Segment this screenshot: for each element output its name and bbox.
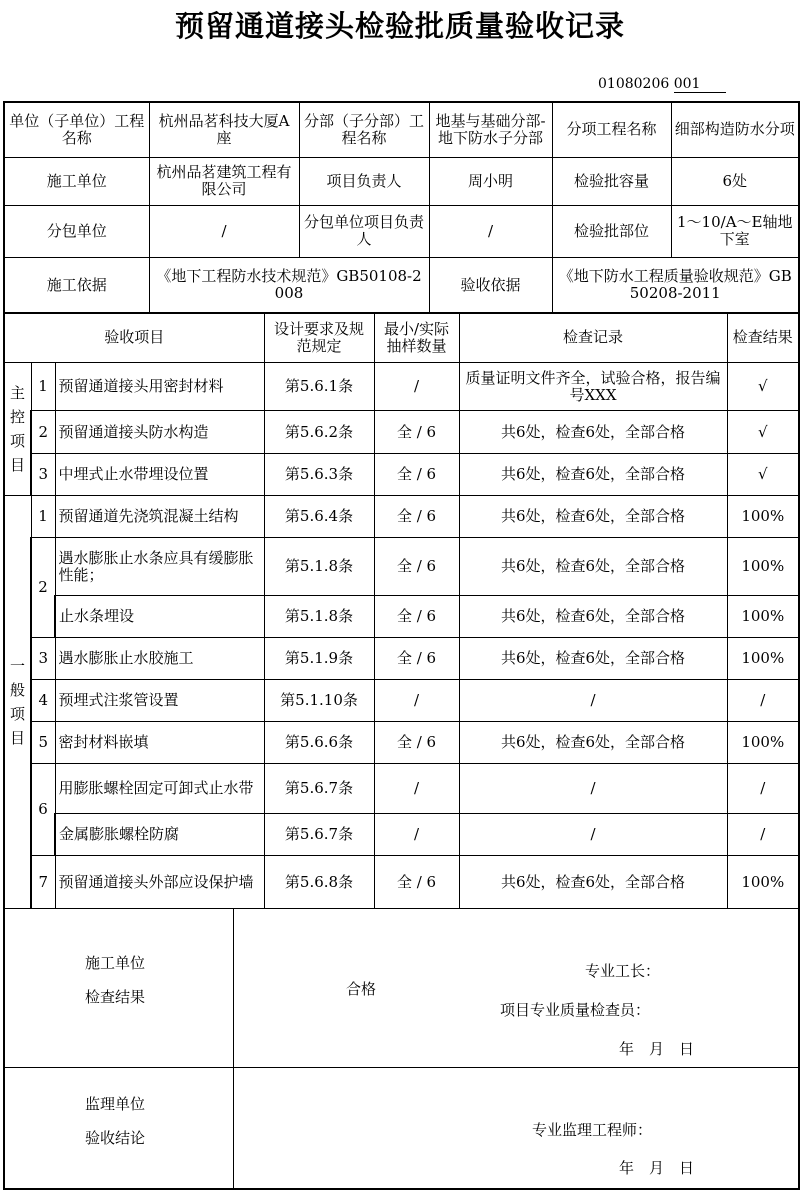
row-result: 100% — [727, 538, 799, 596]
row-spec: 第5.6.6条 — [264, 722, 374, 764]
row-number: 7 — [31, 856, 55, 909]
check-result-value: 合格 — [346, 980, 377, 998]
row-spec: 第5.6.8条 — [264, 856, 374, 909]
row-sample: 全 / 6 — [374, 454, 459, 496]
table-row — [4, 454, 799, 496]
doc-number-prefix: 01080206 — [598, 76, 670, 92]
supervision-engineer-signature-label: 专业监理工程师： — [532, 1121, 653, 1139]
table-row — [4, 764, 799, 814]
table-row — [4, 856, 799, 909]
row-item-name: 预埋式注浆管设置 — [55, 680, 264, 722]
supervision-unit-label: 监理单位 — [85, 1095, 146, 1113]
table-row — [4, 722, 799, 764]
row-spec: 第5.1.9条 — [264, 638, 374, 680]
signature-section — [3, 908, 800, 1190]
quality-inspector-signature-label: 项目专业质量检查员： — [500, 1001, 651, 1019]
row-item-name: 用膨胀螺栓固定可卸式止水带 — [55, 764, 264, 814]
row-record: 共6处，检查6处，全部合格 — [459, 638, 727, 680]
col-header-record: 检查记录 — [459, 313, 727, 363]
date-line: 年 月 日 — [619, 1159, 695, 1177]
acceptance-conclusion-label: 验收结论 — [85, 1129, 146, 1147]
row-item-name: 金属膨胀螺栓防腐 — [55, 814, 264, 856]
row-item-name: 密封材料嵌填 — [55, 722, 264, 764]
row-sample: 全 / 6 — [374, 538, 459, 596]
row-number: 3 — [31, 454, 55, 496]
division-name-label: 分部（子分部）工程名称 — [299, 102, 429, 157]
row-result: 100% — [727, 496, 799, 538]
row-record: / — [459, 764, 727, 814]
row-sample: / — [374, 680, 459, 722]
row-result: √ — [727, 454, 799, 496]
document-number — [598, 76, 726, 93]
row-sample: 全 / 6 — [374, 496, 459, 538]
row-spec: 第5.1.10条 — [264, 680, 374, 722]
row-result: 100% — [727, 856, 799, 909]
row-number: 3 — [31, 638, 55, 680]
row-sample: 全 / 6 — [374, 596, 459, 638]
row-sample: 全 / 6 — [374, 722, 459, 764]
table-row — [4, 538, 799, 596]
construction-basis-label: 施工依据 — [4, 257, 149, 313]
constructor-value: 杭州品茗建筑工程有限公司 — [149, 157, 299, 205]
batch-capacity-label: 检验批容量 — [552, 157, 671, 205]
row-sample: / — [374, 363, 459, 411]
col-header-item: 验收项目 — [4, 313, 264, 363]
batch-capacity-value: 6处 — [671, 157, 799, 205]
row-sample: / — [374, 814, 459, 856]
division-name-value: 地基与基础分部-地下防水子分部 — [429, 102, 552, 157]
row-result: √ — [727, 363, 799, 411]
date-line: 年 月 日 — [619, 1040, 695, 1058]
row-item-name: 预留通道接头防水构造 — [55, 411, 264, 454]
row-spec: 第5.1.8条 — [264, 596, 374, 638]
row-result: 100% — [727, 722, 799, 764]
row-spec: 第5.1.8条 — [264, 538, 374, 596]
row-record: 质量证明文件齐全，试验合格，报告编号XXX — [459, 363, 727, 411]
table-row — [4, 496, 799, 538]
row-number: 4 — [31, 680, 55, 722]
row-sample: 全 / 6 — [374, 638, 459, 680]
row-number: 6 — [31, 764, 55, 856]
row-number: 1 — [31, 496, 55, 538]
row-spec: 第5.6.7条 — [264, 764, 374, 814]
main-control-items-label: 主控项目 — [4, 363, 31, 496]
unit-name-value: 杭州品茗科技大厦A座 — [149, 102, 299, 157]
row-spec: 第5.6.3条 — [264, 454, 374, 496]
page-title: 预留通道接头检验批质量验收记录 — [174, 9, 625, 43]
row-record: 共6处，检查6处，全部合格 — [459, 496, 727, 538]
row-item-name: 遇水膨胀止水条应具有缓膨胀性能； — [55, 538, 264, 596]
row-record: 共6处，检查6处，全部合格 — [459, 411, 727, 454]
row-item-name: 预留通道先浇筑混凝土结构 — [55, 496, 264, 538]
batch-location-label: 检验批部位 — [552, 205, 671, 257]
row-record: 共6处，检查6处，全部合格 — [459, 538, 727, 596]
subcontractor-pm-value: / — [429, 205, 552, 257]
row-number: 2 — [31, 411, 55, 454]
row-record: 共6处，检查6处，全部合格 — [459, 454, 727, 496]
row-item-name: 遇水膨胀止水胶施工 — [55, 638, 264, 680]
project-manager-value: 周小明 — [429, 157, 552, 205]
subcontractor-label: 分包单位 — [4, 205, 149, 257]
construction-check-block — [5, 908, 798, 1068]
check-result-label: 检查结果 — [85, 988, 146, 1006]
row-item-name: 预留通道接头外部应设保护墙 — [55, 856, 264, 909]
subitem-name-label: 分项工程名称 — [552, 102, 671, 157]
table-row — [4, 638, 799, 680]
batch-location-value: 1～10/A～E轴地下室 — [671, 205, 799, 257]
table-row — [4, 411, 799, 454]
row-record: 共6处，检查6处，全部合格 — [459, 596, 727, 638]
constructor-label: 施工单位 — [4, 157, 149, 205]
row-spec: 第5.6.1条 — [264, 363, 374, 411]
row-item-name: 预留通道接头用密封材料 — [55, 363, 264, 411]
table-row — [4, 596, 799, 638]
general-items-label: 一般项目 — [4, 496, 31, 909]
row-record: 共6处，检查6处，全部合格 — [459, 856, 727, 909]
table-row — [4, 814, 799, 856]
row-spec: 第5.6.4条 — [264, 496, 374, 538]
col-header-sample: 最小/实际抽样数量 — [374, 313, 459, 363]
inspection-table — [3, 312, 800, 909]
row-sample: 全 / 6 — [374, 411, 459, 454]
subcontractor-value: / — [149, 205, 299, 257]
acceptance-basis-value: 《地下防水工程质量验收规范》GB50208-2011 — [552, 257, 799, 313]
row-number: 2 — [31, 538, 55, 638]
row-sample: / — [374, 764, 459, 814]
row-spec: 第5.6.7条 — [264, 814, 374, 856]
row-result: √ — [727, 411, 799, 454]
project-manager-label: 项目负责人 — [299, 157, 429, 205]
table-row — [4, 680, 799, 722]
row-record: 共6处，检查6处，全部合格 — [459, 722, 727, 764]
construction-unit-label: 施工单位 — [85, 954, 146, 972]
construction-basis-value: 《地下工程防水技术规范》GB50108-2008 — [149, 257, 429, 313]
subitem-name-value: 细部构造防水分项 — [671, 102, 799, 157]
doc-number-suffix: 001 — [674, 76, 726, 93]
row-number: 5 — [31, 722, 55, 764]
column-divider — [233, 908, 234, 1188]
col-header-design: 设计要求及规范规定 — [264, 313, 374, 363]
unit-name-label: 单位（子单位）工程名称 — [4, 102, 149, 157]
row-spec: 第5.6.2条 — [264, 411, 374, 454]
subcontractor-pm-label: 分包单位项目负责人 — [299, 205, 429, 257]
row-record: / — [459, 814, 727, 856]
row-result: / — [727, 814, 799, 856]
acceptance-basis-label: 验收依据 — [429, 257, 552, 313]
row-number: 1 — [31, 363, 55, 411]
col-header-result: 检查结果 — [727, 313, 799, 363]
row-result: 100% — [727, 638, 799, 680]
row-result: / — [727, 764, 799, 814]
row-result: 100% — [727, 596, 799, 638]
foreman-signature-label: 专业工长： — [585, 962, 661, 980]
table-row — [4, 363, 799, 411]
row-record: / — [459, 680, 727, 722]
supervision-block — [5, 1068, 798, 1188]
row-item-name: 中埋式止水带埋设位置 — [55, 454, 264, 496]
row-sample: 全 / 6 — [374, 856, 459, 909]
row-result: / — [727, 680, 799, 722]
row-item-name: 止水条埋设 — [55, 596, 264, 638]
header-table — [3, 101, 800, 314]
